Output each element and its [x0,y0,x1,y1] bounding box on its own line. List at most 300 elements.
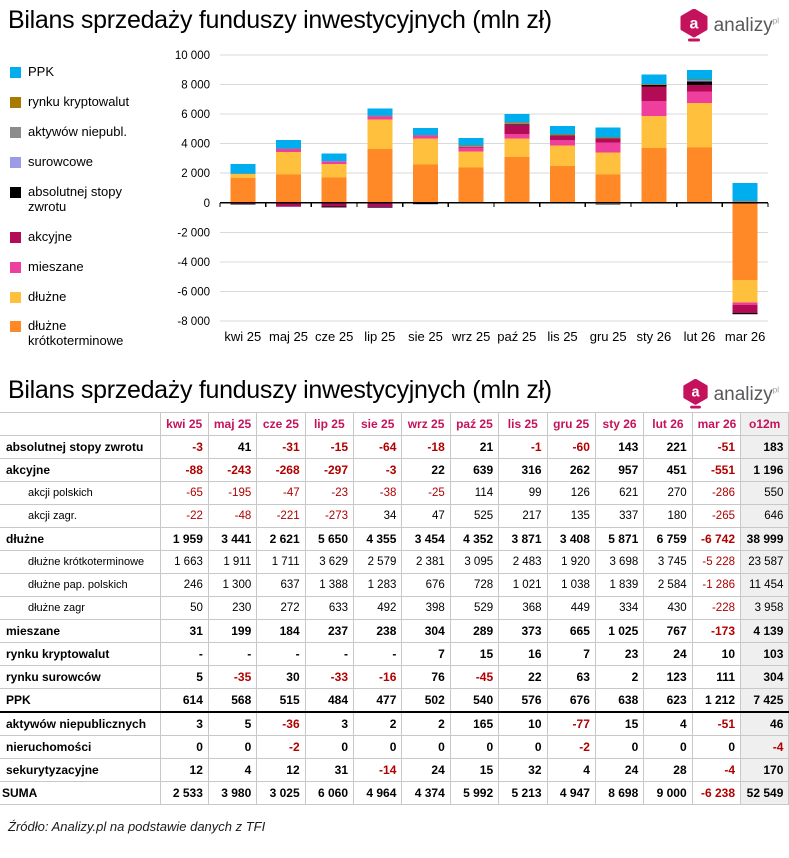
cell-rynku-surowcow-paz-25: -45 [450,666,498,689]
table-row-akcyjne [0,459,789,482]
bar-segment-mieszane [596,143,621,153]
cell-suma-gru-25: 4 947 [547,782,595,805]
cell-mieszane-cze-25: 184 [257,620,305,643]
bar-segment-akcyjne [641,87,666,101]
bar-segment-rynku-kryptowalut [459,146,484,147]
y-axis-tick-label: 8 000 [181,79,210,92]
row-label: SUMA [0,782,160,805]
cell-rynku-kryptowalut-paz-25: 15 [450,643,498,666]
bar-segment-dluzne-krotkoterminowe [504,157,529,203]
y-axis-tick-label: 0 [203,197,210,210]
cell-nieruchomosci-sty-26: 0 [595,736,643,759]
bar-segment-absolutnej-stopy-zwrotu [230,204,255,205]
cell-akcyjne-cze-25: -268 [257,459,305,482]
bar-segment-mieszane [687,92,712,103]
bar-segment-mieszane [641,101,666,116]
cell-dluzne-krotkoterminowe-lis-25: 2 483 [499,551,547,574]
table-row-nieruchomosci [0,736,789,759]
svg-text:a: a [691,385,700,402]
cell-akcji-zagr-lip-25: -273 [305,505,353,528]
cell-akcyjne-gru-25: 262 [547,459,595,482]
logo-suffix: pl [772,16,779,26]
cell-suma-sie-25: 4 964 [354,782,402,805]
cell-rynku-kryptowalut-sie-25: - [354,643,402,666]
cell-sekurytyzacyjne-cze-25: 12 [257,759,305,782]
cell-aktywow-niepublicznych-paz-25: 165 [450,712,498,736]
x-axis-tick-label: lis 25 [547,329,578,344]
x-axis-tick-label: sty 26 [636,329,672,344]
cell-akcji-zagr-sty-26: 337 [595,505,643,528]
cell-rynku-surowcow-o12m: 304 [741,666,789,689]
cell-dluzne-krotkoterminowe-mar-26: -5 228 [692,551,740,574]
bar-segment-dluzne [733,280,758,302]
cell-aktywow-niepublicznych-sie-25: 2 [354,712,402,736]
cell-dluzne-lut-26: 6 759 [644,528,692,551]
cell-rynku-kryptowalut-lip-25: - [305,643,353,666]
bar-segment-ppk [550,126,575,135]
cell-sekurytyzacyjne-o12m: 170 [741,759,789,782]
cell-absolutnej-stopy-zwrotu-cze-25: -31 [257,436,305,459]
cell-ppk-lut-26: 623 [644,689,692,713]
bar-segment-dluzne [322,164,347,177]
bar-segment-mieszane [276,149,301,152]
cell-ppk-sie-25: 477 [354,689,402,713]
cell-mieszane-lip-25: 237 [305,620,353,643]
x-axis-tick-label: paź 25 [497,329,537,344]
legend-swatch-icon [10,67,21,78]
cell-rynku-kryptowalut-lis-25: 16 [499,643,547,666]
cell-rynku-surowcow-maj-25: -35 [208,666,256,689]
logo-badge-icon [679,9,709,43]
x-axis-tick-label: mar 26 [724,329,766,344]
cell-ppk-paz-25: 540 [450,689,498,713]
row-label: akcyjne [0,459,160,482]
column-header-lis-25: lis 25 [499,413,547,436]
logo-suffix: pl [772,385,779,395]
cell-dluzne-krotkoterminowe-lut-26: 3 745 [644,551,692,574]
cell-ppk-wrz-25: 502 [402,689,450,713]
column-header-sie-25: sie 25 [354,413,402,436]
cell-akcji-polskich-mar-26: -286 [692,482,740,505]
y-axis-tick-label: 2 000 [181,168,210,181]
cell-dluzne-pap-polskich-o12m: 11 454 [741,574,789,597]
cell-nieruchomosci-sie-25: 0 [354,736,402,759]
cell-rynku-surowcow-lip-25: -33 [305,666,353,689]
bar-segment-akcyjne [733,305,758,313]
table-section-header [0,370,789,410]
bar-segment-ppk [596,128,621,138]
analizy-logo [679,9,779,43]
table-row-dluzne-zagr [0,597,789,620]
cell-dluzne-sie-25: 4 355 [354,528,402,551]
x-axis-tick-label: gru 25 [589,329,627,344]
cell-akcyjne-maj-25: -243 [208,459,256,482]
y-axis-tick-label: 4 000 [181,138,210,151]
cell-dluzne-gru-25: 3 408 [547,528,595,551]
cell-nieruchomosci-maj-25: 0 [208,736,256,759]
cell-absolutnej-stopy-zwrotu-gru-25: -60 [547,436,595,459]
table-row-dluzne [0,528,789,551]
cell-absolutnej-stopy-zwrotu-lip-25: -15 [305,436,353,459]
cell-rynku-kryptowalut-kwi-25: - [160,643,208,666]
column-header-paz-25: paź 25 [450,413,498,436]
cell-dluzne-pap-polskich-cze-25: 637 [257,574,305,597]
bar-segment-mieszane [733,302,758,305]
cell-absolutnej-stopy-zwrotu-sty-26: 143 [595,436,643,459]
cell-dluzne-pap-polskich-sie-25: 1 283 [354,574,402,597]
cell-akcji-polskich-o12m: 550 [741,482,789,505]
cell-mieszane-gru-25: 665 [547,620,595,643]
cell-dluzne-krotkoterminowe-sty-26: 3 698 [595,551,643,574]
cell-rynku-kryptowalut-gru-25: 7 [547,643,595,666]
table-row-akcji-zagr [0,505,789,528]
bar-segment-dluzne-krotkoterminowe [641,148,666,203]
cell-absolutnej-stopy-zwrotu-paz-25: 21 [450,436,498,459]
cell-rynku-surowcow-wrz-25: 76 [402,666,450,689]
column-header-mar-26: mar 26 [692,413,740,436]
legend-swatch-icon [10,157,21,168]
cell-dluzne-o12m: 38 999 [741,528,789,551]
cell-sekurytyzacyjne-paz-25: 15 [450,759,498,782]
bar-segment-dluzne-krotkoterminowe [733,203,758,280]
cell-suma-lis-25: 5 213 [499,782,547,805]
cell-akcyjne-lip-25: -297 [305,459,353,482]
cell-aktywow-niepublicznych-wrz-25: 2 [402,712,450,736]
legend-item-mieszane [10,260,142,275]
cell-dluzne-krotkoterminowe-paz-25: 3 095 [450,551,498,574]
cell-akcji-polskich-lut-26: 270 [644,482,692,505]
cell-nieruchomosci-lip-25: 0 [305,736,353,759]
cell-akcji-polskich-lis-25: 99 [499,482,547,505]
legend-label: dłużne krótkoterminowe [28,318,124,349]
table-area [0,412,789,805]
bar-segment-akcyjne [504,125,529,134]
x-axis-tick-label: lut 26 [683,329,716,344]
legend-item-akcyjne [10,230,142,245]
table-row-dluzne-krotkoterminowe [0,551,789,574]
bar-segment-surowcowe [367,207,392,208]
legend-swatch-icon [10,321,21,332]
bar-segment-dluzne [504,138,529,157]
cell-dluzne-kwi-25: 1 959 [160,528,208,551]
cell-mieszane-sty-26: 1 025 [595,620,643,643]
column-header-sty-26: sty 26 [595,413,643,436]
cell-suma-o12m: 52 549 [741,782,789,805]
cell-suma-lip-25: 6 060 [305,782,353,805]
legend-label: absolutnej stopy zwrotu [28,183,122,214]
cell-akcji-polskich-sie-25: -38 [354,482,402,505]
cell-akcji-polskich-wrz-25: -25 [402,482,450,505]
cell-rynku-kryptowalut-maj-25: - [208,643,256,666]
cell-dluzne-zagr-kwi-25: 50 [160,597,208,620]
cell-akcyjne-sty-26: 957 [595,459,643,482]
cell-mieszane-o12m: 4 139 [741,620,789,643]
column-header-o12m: o12m [741,413,789,436]
cell-ppk-lip-25: 484 [305,689,353,713]
cell-absolutnej-stopy-zwrotu-sie-25: -64 [354,436,402,459]
bar-segment-absolutnej-stopy-zwrotu [733,313,758,314]
y-axis-tick-label: -2 000 [177,227,210,240]
cell-akcji-polskich-gru-25: 126 [547,482,595,505]
cell-rynku-surowcow-sty-26: 2 [595,666,643,689]
x-axis-tick-label: cze 25 [315,329,354,344]
table-row-rynku-kryptowalut [0,643,789,666]
column-header-kwi-25: kwi 25 [160,413,208,436]
y-axis-tick-label: 10 000 [174,50,210,62]
cell-aktywow-niepublicznych-mar-26: -51 [692,712,740,736]
cell-suma-kwi-25: 2 533 [160,782,208,805]
bar-segment-aktywow-niepubl [322,207,347,208]
cell-dluzne-zagr-lip-25: 633 [305,597,353,620]
cell-rynku-kryptowalut-cze-25: - [257,643,305,666]
row-label: dłużne zagr [0,597,160,620]
cell-akcji-zagr-lut-26: 180 [644,505,692,528]
cell-ppk-cze-25: 515 [257,689,305,713]
cell-dluzne-pap-polskich-sty-26: 1 839 [595,574,643,597]
bar-segment-absolutnej-stopy-zwrotu [687,82,712,85]
cell-sekurytyzacyjne-wrz-25: 24 [402,759,450,782]
legend-label: mieszane [28,258,84,274]
cell-dluzne-lis-25: 3 871 [499,528,547,551]
cell-akcyjne-sie-25: -3 [354,459,402,482]
cell-suma-sty-26: 8 698 [595,782,643,805]
bar-segment-rynku-kryptowalut [596,138,621,139]
bar-segment-rynku-kryptowalut [733,201,758,202]
cell-dluzne-krotkoterminowe-maj-25: 1 911 [208,551,256,574]
cell-dluzne-pap-polskich-wrz-25: 676 [402,574,450,597]
legend-item-aktywow-niepubl [10,125,142,140]
cell-rynku-kryptowalut-mar-26: 10 [692,643,740,666]
row-label: dłużne [0,528,160,551]
table-header-empty-cell [0,413,160,436]
cell-aktywow-niepublicznych-sty-26: 15 [595,712,643,736]
cell-akcji-polskich-paz-25: 114 [450,482,498,505]
cell-mieszane-maj-25: 199 [208,620,256,643]
legend-label: surowcowe [28,153,94,169]
column-header-lip-25: lip 25 [305,413,353,436]
table-header-row [0,413,789,436]
cell-dluzne-zagr-sty-26: 334 [595,597,643,620]
cell-sekurytyzacyjne-sie-25: -14 [354,759,402,782]
table-row-mieszane [0,620,789,643]
bar-segment-ppk [230,164,255,173]
cell-dluzne-pap-polskich-gru-25: 1 038 [547,574,595,597]
logo-text: analizy$^{pl}$ [713,383,779,405]
cell-ppk-o12m: 7 425 [741,689,789,713]
table-row-dluzne-pap-polskich [0,574,789,597]
y-axis-tick-label: -4 000 [177,256,210,269]
cell-suma-wrz-25: 4 374 [402,782,450,805]
x-axis-tick-label: maj 25 [268,329,309,344]
legend-swatch-icon [10,187,21,198]
cell-aktywow-niepublicznych-lip-25: 3 [305,712,353,736]
cell-nieruchomosci-lut-26: 0 [644,736,692,759]
cell-aktywow-niepublicznych-maj-25: 5 [208,712,256,736]
x-axis-tick-label: lip 25 [364,329,396,344]
row-label: sekurytyzacyjne [0,759,160,782]
cell-dluzne-pap-polskich-maj-25: 1 300 [208,574,256,597]
cell-rynku-kryptowalut-wrz-25: 7 [402,643,450,666]
row-label: aktywów niepublicznych [0,712,160,736]
cell-absolutnej-stopy-zwrotu-lis-25: -1 [499,436,547,459]
cell-dluzne-krotkoterminowe-gru-25: 1 920 [547,551,595,574]
cell-dluzne-krotkoterminowe-o12m: 23 587 [741,551,789,574]
cell-dluzne-pap-polskich-mar-26: -1 286 [692,574,740,597]
cell-rynku-surowcow-gru-25: 63 [547,666,595,689]
legend-swatch-icon [10,232,21,243]
cell-ppk-lis-25: 576 [499,689,547,713]
cell-nieruchomosci-lis-25: 0 [499,736,547,759]
cell-akcji-polskich-sty-26: 621 [595,482,643,505]
cell-dluzne-zagr-maj-25: 230 [208,597,256,620]
cell-dluzne-paz-25: 4 352 [450,528,498,551]
cell-suma-paz-25: 5 992 [450,782,498,805]
cell-absolutnej-stopy-zwrotu-maj-25: 41 [208,436,256,459]
bar-segment-dluzne-krotkoterminowe [596,174,621,202]
bar-segment-aktywow-niepubl [276,148,301,149]
cell-dluzne-cze-25: 2 621 [257,528,305,551]
cell-absolutnej-stopy-zwrotu-o12m: 183 [741,436,789,459]
cell-akcji-zagr-mar-26: -265 [692,505,740,528]
table-row-rynku-surowcow [0,666,789,689]
column-header-cze-25: cze 25 [257,413,305,436]
column-header-maj-25: maj 25 [208,413,256,436]
bar-segment-absolutnej-stopy-zwrotu [504,124,529,125]
bar-segment-dluzne-krotkoterminowe [550,166,575,203]
chart-area [0,47,789,364]
legend-label: PPK [28,64,55,79]
bar-segment-dluzne [596,152,621,174]
cell-ppk-sty-26: 638 [595,689,643,713]
bar-segment-dluzne-krotkoterminowe [459,168,484,203]
bar-segment-ppk [641,75,666,84]
cell-akcyjne-paz-25: 639 [450,459,498,482]
bar-segment-dluzne-krotkoterminowe [687,147,712,202]
cell-rynku-surowcow-kwi-25: 5 [160,666,208,689]
cell-ppk-gru-25: 676 [547,689,595,713]
bar-segment-akcyjne [596,139,621,143]
cell-nieruchomosci-o12m: -4 [741,736,789,759]
cell-rynku-kryptowalut-sty-26: 23 [595,643,643,666]
bar-segment-dluzne [230,174,255,178]
cell-sekurytyzacyjne-lip-25: 31 [305,759,353,782]
cell-dluzne-krotkoterminowe-wrz-25: 2 381 [402,551,450,574]
cell-rynku-surowcow-sie-25: -16 [354,666,402,689]
y-axis-tick-label: 6 000 [181,109,210,122]
legend-item-dluzne [10,290,142,305]
x-axis-tick-label: sie 25 [408,329,443,344]
cell-nieruchomosci-cze-25: -2 [257,736,305,759]
cell-dluzne-zagr-mar-26: -228 [692,597,740,620]
cell-akcji-zagr-maj-25: -48 [208,505,256,528]
cell-nieruchomosci-kwi-25: 0 [160,736,208,759]
cell-rynku-kryptowalut-lut-26: 24 [644,643,692,666]
cell-dluzne-lip-25: 5 650 [305,528,353,551]
cell-sekurytyzacyjne-sty-26: 24 [595,759,643,782]
legend-swatch-icon [10,97,21,108]
column-header-wrz-25: wrz 25 [402,413,450,436]
cell-akcyjne-lut-26: 451 [644,459,692,482]
cell-dluzne-pap-polskich-kwi-25: 246 [160,574,208,597]
bar-segment-dluzne [276,152,301,175]
cell-absolutnej-stopy-zwrotu-kwi-25: -3 [160,436,208,459]
cell-mieszane-paz-25: 289 [450,620,498,643]
cell-akcji-zagr-wrz-25: 47 [402,505,450,528]
cell-akcyjne-o12m: 1 196 [741,459,789,482]
cell-dluzne-krotkoterminowe-lip-25: 3 629 [305,551,353,574]
cell-akcyjne-mar-26: -551 [692,459,740,482]
cell-rynku-surowcow-lut-26: 123 [644,666,692,689]
cell-dluzne-sty-26: 5 871 [595,528,643,551]
column-header-gru-25: gru 25 [547,413,595,436]
bar-segment-mieszane [459,147,484,151]
bar-segment-dluzne-krotkoterminowe [230,178,255,203]
row-label: rynku kryptowalut [0,643,160,666]
funds-table [0,412,789,805]
bar-segment-mieszane [504,134,529,138]
cell-mieszane-wrz-25: 304 [402,620,450,643]
cell-sekurytyzacyjne-maj-25: 4 [208,759,256,782]
cell-aktywow-niepublicznych-cze-25: -36 [257,712,305,736]
table-row-sekurytyzacyjne [0,759,789,782]
legend-item-absolutnej-stopy-zwrotu [10,185,142,215]
legend-item-dluzne-krotkoterminowe [10,319,142,349]
cell-dluzne-zagr-o12m: 3 958 [741,597,789,620]
cell-aktywow-niepublicznych-o12m: 46 [741,712,789,736]
svg-text:a: a [689,15,699,33]
cell-suma-mar-26: -6 238 [692,782,740,805]
bar-segment-dluzne [641,116,666,148]
chart-title: Bilans sprzedaży funduszy inwestycyjnych (mln zł) [8,6,552,34]
row-label: dłużne pap. polskich [0,574,160,597]
bar-segment-ppk [504,114,529,122]
cell-aktywow-niepublicznych-gru-25: -77 [547,712,595,736]
cell-ppk-kwi-25: 614 [160,689,208,713]
bar-segment-rynku-kryptowalut [641,84,666,85]
cell-dluzne-pap-polskich-lis-25: 1 021 [499,574,547,597]
cell-akcji-zagr-lis-25: 217 [499,505,547,528]
bar-segment-surowcowe [322,161,347,162]
cell-dluzne-zagr-lis-25: 368 [499,597,547,620]
cell-ppk-maj-25: 568 [208,689,256,713]
cell-sekurytyzacyjne-mar-26: -4 [692,759,740,782]
row-label: rynku surowców [0,666,160,689]
row-label: mieszane [0,620,160,643]
chart-legend [0,47,142,364]
bar-segment-akcyjne [459,147,484,148]
bar-segment-ppk [367,109,392,116]
cell-sekurytyzacyjne-lut-26: 28 [644,759,692,782]
sales-chart [142,47,782,355]
legend-label: rynku kryptowalut [28,93,130,109]
cell-suma-cze-25: 3 025 [257,782,305,805]
bar-segment-dluzne [459,152,484,168]
bar-segment-akcyjne [687,85,712,92]
bar-segment-akcyjne [550,135,575,140]
cell-dluzne-wrz-25: 3 454 [402,528,450,551]
cell-sekurytyzacyjne-kwi-25: 12 [160,759,208,782]
cell-ppk-mar-26: 1 212 [692,689,740,713]
cell-absolutnej-stopy-zwrotu-wrz-25: -18 [402,436,450,459]
legend-label: akcyjne [28,228,73,244]
legend-item-rynku-kryptowalut [10,95,142,110]
cell-mieszane-lut-26: 767 [644,620,692,643]
cell-akcyjne-kwi-25: -88 [160,459,208,482]
cell-akcji-polskich-lip-25: -23 [305,482,353,505]
legend-swatch-icon [10,292,21,303]
cell-aktywow-niepublicznych-kwi-25: 3 [160,712,208,736]
bar-segment-rynku-kryptowalut [504,122,529,123]
